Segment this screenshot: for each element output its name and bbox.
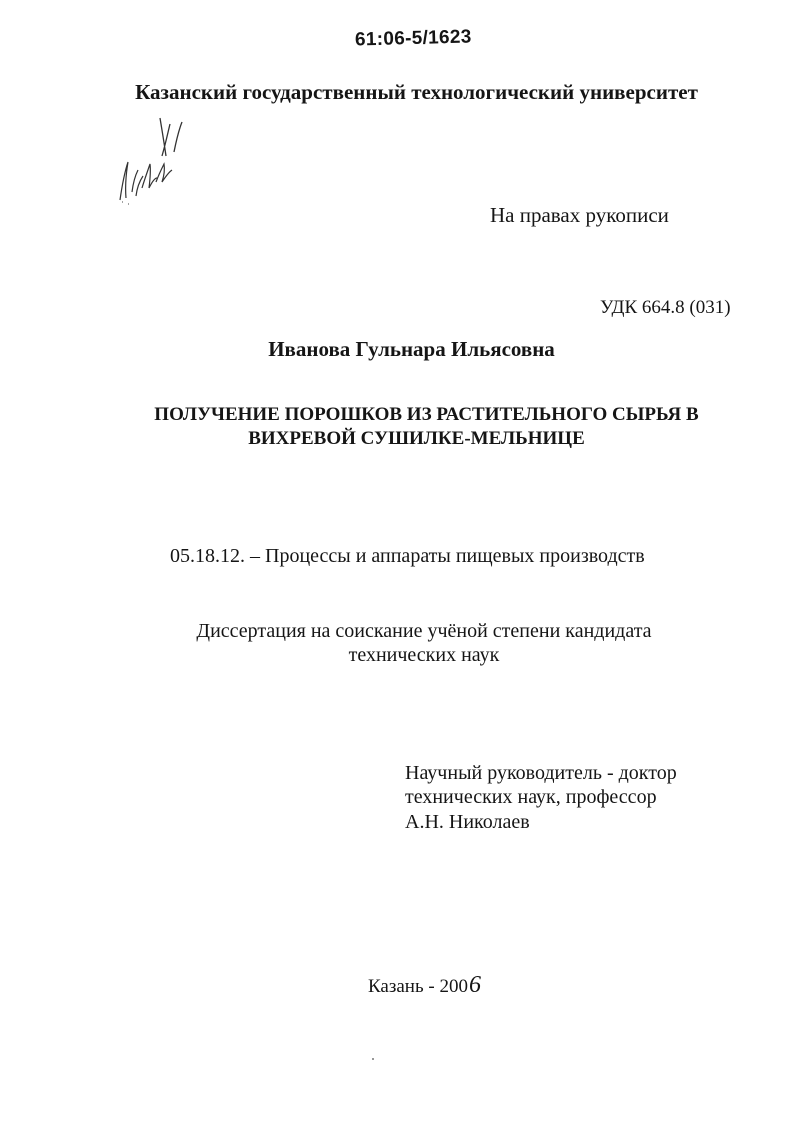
thesis-title-line-1: ПОЛУЧЕНИЕ ПОРОШКОВ ИЗ РАСТИТЕЛЬНОГО СЫРЬЯ В: [154, 404, 699, 425]
dissertation-degree-line-1: Диссертация на соискание учёной степени кандидата: [196, 620, 652, 642]
manuscript-rights-notice: На правах рукописи: [490, 203, 669, 227]
city-and-year: [368, 972, 481, 999]
handwritten-year-digit: 6: [468, 972, 481, 998]
supervisor-line-1: Научный руководитель - доктор: [405, 762, 677, 784]
archive-stamp-number: 61:06-5/1623: [354, 26, 472, 51]
author-name: Иванова Гульнара Ильясовна: [268, 337, 555, 361]
handwritten-signature: [112, 112, 187, 207]
specialty-code: 05.18.12. – Процессы и аппараты пищевых производств: [170, 545, 645, 567]
university-name: Казанский государственный технологический университет: [135, 80, 698, 104]
scan-speck: [372, 1058, 374, 1060]
dissertation-degree-line-2: технических наук: [348, 644, 500, 666]
city-year-prefix: Казань - 200: [368, 976, 468, 997]
supervisor-name: А.Н. Николаев: [405, 811, 530, 833]
supervisor-line-2: технических наук, профессор: [405, 786, 657, 808]
udk-code: УДК 664.8 (031): [600, 297, 731, 318]
thesis-title-line-2: ВИХРЕВОЙ СУШИЛКЕ-МЕЛЬНИЦЕ: [248, 428, 585, 449]
